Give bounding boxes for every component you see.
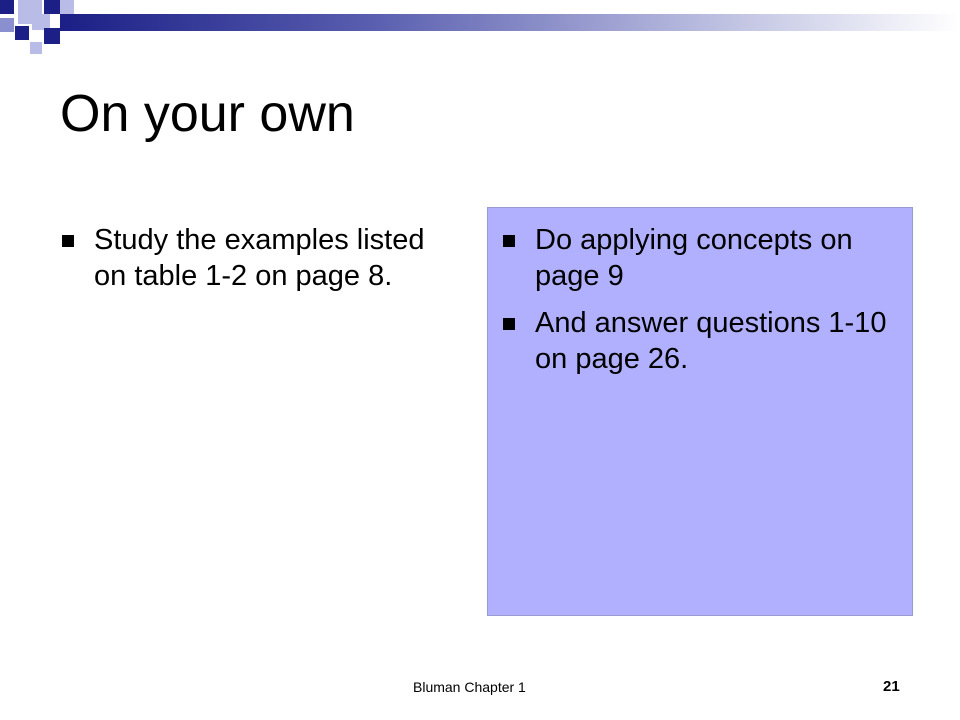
bullet-text: And answer questions 1-10 on page 26. xyxy=(535,307,887,375)
square-bullet-icon xyxy=(503,318,515,330)
bullet-text: Study the examples listed on table 1-2 on page 8. xyxy=(94,224,425,292)
corner-square-decoration xyxy=(44,0,60,14)
page-number: 21 xyxy=(883,678,900,695)
list-item xyxy=(58,222,458,294)
corner-square-decoration xyxy=(30,42,42,54)
left-content-column xyxy=(58,222,458,305)
corner-square-decoration xyxy=(15,26,29,40)
square-bullet-icon xyxy=(62,235,74,247)
list-item xyxy=(499,305,912,377)
corner-square-decoration xyxy=(60,0,74,14)
footer-label: Bluman Chapter 1 xyxy=(413,679,526,695)
left-bullet-list xyxy=(58,222,458,294)
highlighted-content-box xyxy=(487,207,913,616)
corner-square-decoration xyxy=(0,0,14,14)
bullet-text: Do applying concepts on page 9 xyxy=(535,224,853,292)
square-bullet-icon xyxy=(503,235,515,247)
slide-title: On your own xyxy=(60,85,355,143)
corner-square-decoration xyxy=(0,18,14,32)
list-item xyxy=(499,222,912,294)
right-bullet-list xyxy=(488,208,912,377)
header-gradient-bar xyxy=(60,14,960,31)
corner-square-decoration xyxy=(44,28,60,44)
